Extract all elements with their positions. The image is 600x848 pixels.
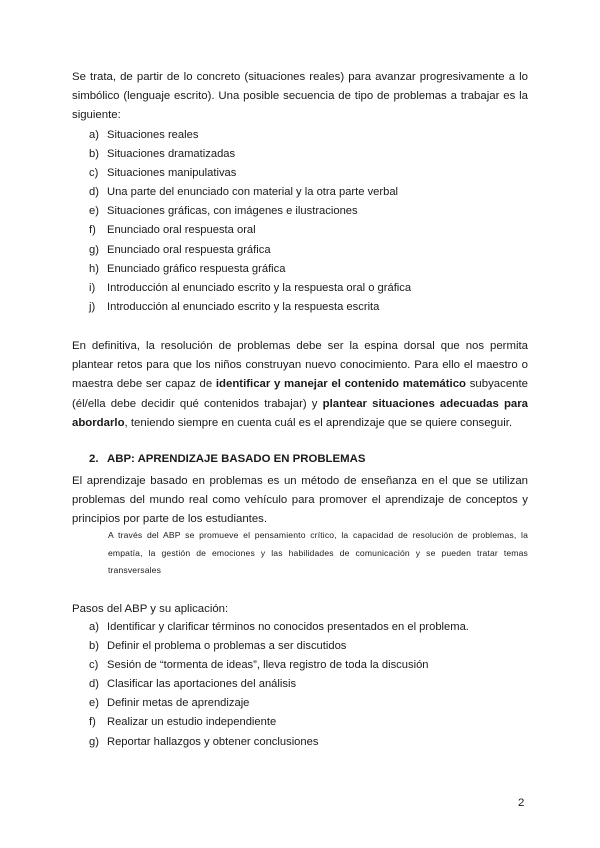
list-item-text: Reportar hallazgos y obtener conclusiones (107, 735, 319, 748)
list-item-label: e) (89, 697, 99, 710)
list-item (89, 733, 469, 752)
list-item-label: e) (89, 205, 99, 218)
section-title: ABP: APRENDIZAJE BASADO EN PROBLEMAS (107, 453, 366, 465)
list-item-text: Realizar un estudio independiente (107, 716, 277, 729)
conclusion-text-2: subyacente (él/ella debe decidir qué contenidos trabajar) y (72, 378, 528, 410)
list-item-label: b) (89, 148, 99, 161)
steps-heading: Pasos del ABP y su aplicación: (72, 603, 229, 615)
conclusion-text-1: En definitiva, la resolución de problemas debe ser la espina dorsal que nos permita plantear retos para que los niños construyan nuevo conocimiento. Para ello el maestro o maestra debe ser capaz de (72, 340, 528, 391)
section-number: 2. (89, 453, 99, 465)
list-item-text: Situaciones dramatizadas (107, 148, 236, 161)
problem-sequence-list (89, 126, 411, 317)
list-item-text: Definir el problema o problemas a ser discutidos (107, 640, 347, 653)
section-heading (89, 453, 365, 465)
list-item (89, 241, 411, 260)
list-item-label: c) (89, 659, 99, 672)
list-item-label: i) (89, 281, 96, 294)
list-item-text: Introducción al enunciado escrito y la respuesta oral o gráfica (107, 281, 412, 294)
list-item (89, 656, 469, 675)
list-item-text: Identificar y clarificar términos no conocidos presentados en el problema. (107, 621, 469, 633)
list-item-text: Una parte del enunciado con material y la otra parte verbal (107, 186, 399, 199)
list-item (89, 713, 469, 732)
list-item-label: f) (89, 716, 96, 729)
list-item-label: j) (89, 300, 96, 313)
list-item (89, 637, 469, 656)
abp-intro-paragraph: El aprendizaje basado en problemas es un método de enseñanza en el que se utilizan problemas del mundo real como vehículo para promover el aprendizaje de conceptos y principios por parte de los estudiantes. (72, 475, 528, 526)
list-item-label: f) (89, 224, 96, 237)
list-item (89, 298, 411, 317)
list-item-label: g) (89, 735, 99, 748)
conclusion-text-3: , teniendo siempre en cuenta cuál es el aprendizaje que se quiere conseguir. (124, 416, 513, 429)
page-number: 2 (518, 797, 525, 809)
list-item (89, 145, 411, 164)
list-item-label: b) (89, 640, 99, 653)
list-item-text: Clasificar las aportaciones del análisis (107, 678, 297, 691)
list-item-label: a) (89, 129, 99, 141)
list-item (89, 164, 411, 183)
list-item (89, 183, 411, 202)
list-item-text: Situaciones gráficas, con imágenes e ilustraciones (107, 205, 358, 218)
list-item-text: Enunciado oral respuesta gráfica (107, 243, 271, 256)
list-item (89, 618, 469, 637)
conclusion-emphasis-1: identificar y manejar el contenido matemático (215, 378, 467, 391)
list-item-label: g) (89, 243, 99, 256)
list-item-label: c) (89, 167, 99, 180)
list-item-text: Introducción al enunciado escrito y la respuesta escrita (107, 300, 380, 313)
list-item-label: a) (89, 621, 99, 633)
list-item (89, 221, 411, 240)
list-item-text: Situaciones reales (107, 129, 199, 141)
intro-paragraph: Se trata, de partir de lo concreto (situaciones reales) para avanzar progresivamente a lo simbólico (lenguaje escrito). Una posible secuencia de tipo de problemas a trabajar es la siguiente: (72, 71, 528, 122)
list-item-text: Enunciado oral respuesta oral (107, 224, 256, 237)
list-item (89, 260, 411, 279)
list-item-label: h) (89, 262, 99, 275)
list-item (89, 694, 469, 713)
list-item-text: Definir metas de aprendizaje (107, 697, 250, 710)
conclusion-emphasis-2: plantear situaciones adecuadas para abordarlo (72, 397, 529, 429)
list-item-text: Enunciado gráfico respuesta gráfica (107, 262, 286, 275)
list-item (89, 202, 411, 221)
list-item-label: d) (89, 186, 99, 199)
abp-steps-list (89, 618, 469, 752)
list-item-text: Situaciones manipulativas (107, 167, 237, 180)
conclusion-paragraph (72, 337, 528, 433)
abp-quote: A través del ABP se promueve el pensamiento crítico, la capacidad de resolución de problemas, la empatía, la gestión de emociones y las habilidades de comunicación y se pueden tratar temas transversales (108, 530, 528, 576)
list-item-text: Sesión de “tormenta de ideas”, lleva registro de toda la discusión (107, 659, 429, 672)
list-item (89, 675, 469, 694)
list-item-label: d) (89, 678, 99, 691)
list-item (89, 279, 411, 298)
list-item (89, 126, 411, 145)
